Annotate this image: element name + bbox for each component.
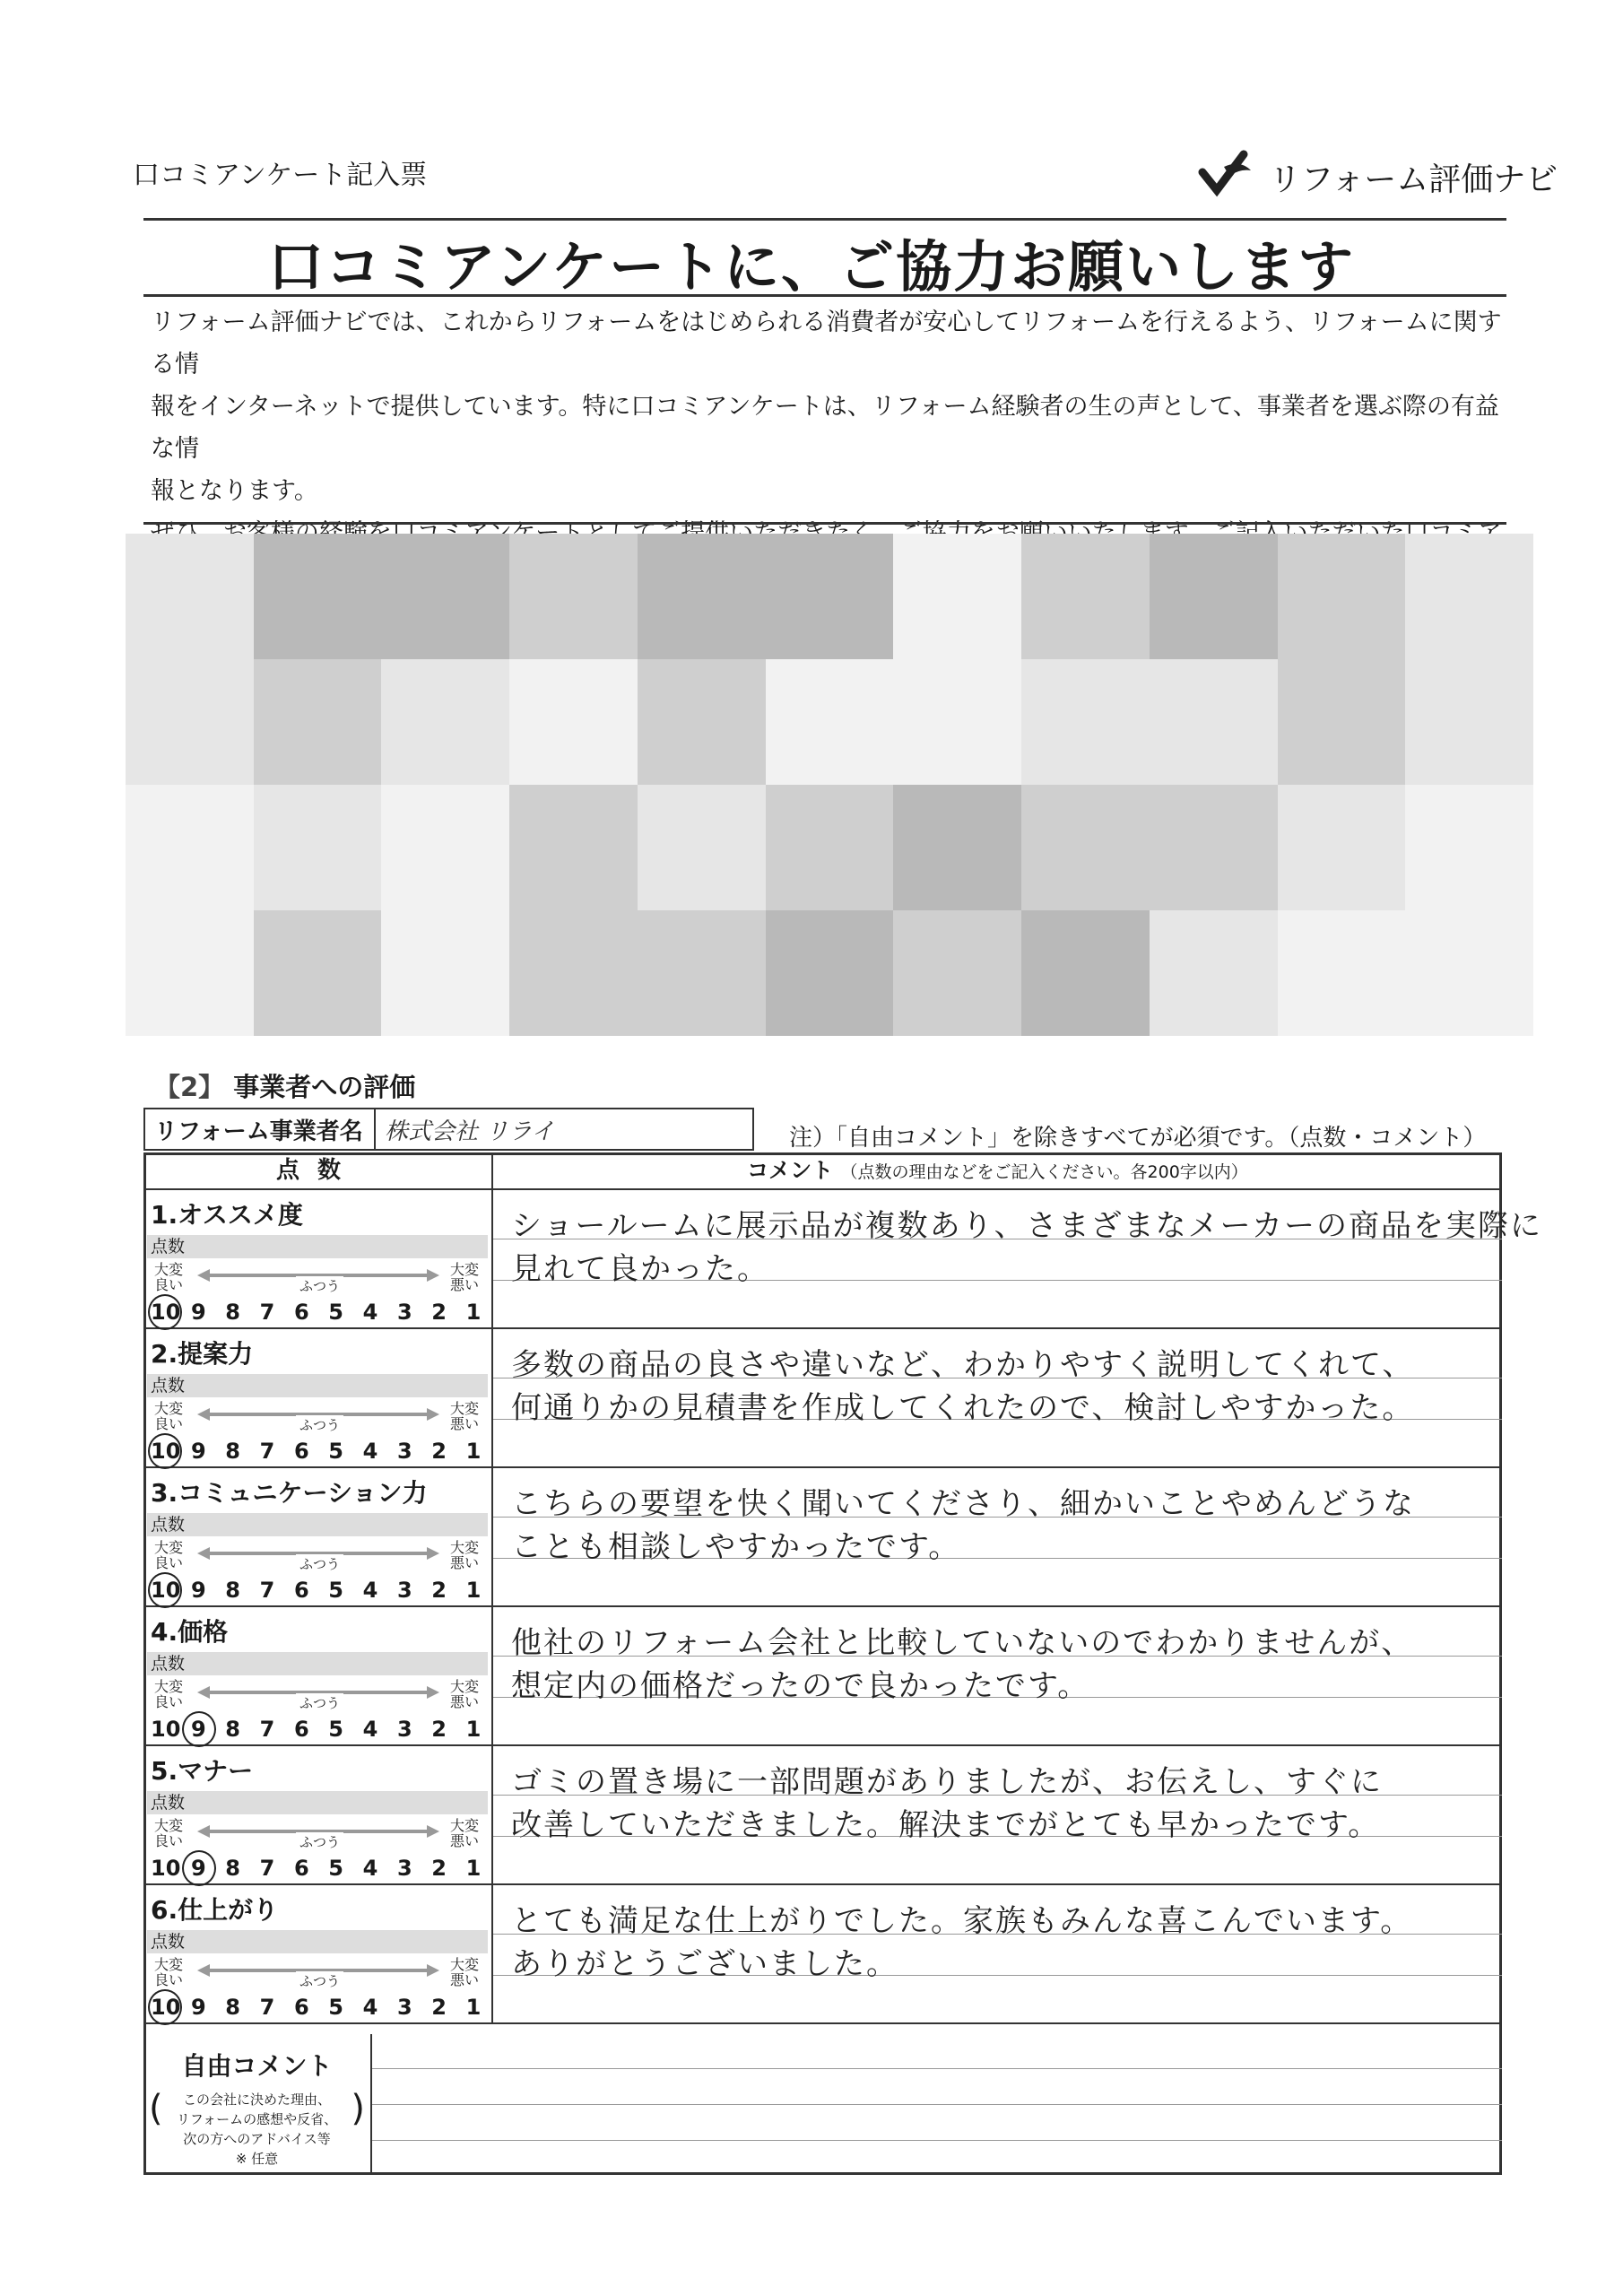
- rating-score-cell: [143, 1746, 493, 1883]
- good-label-line: 良い: [154, 1832, 184, 1849]
- score-scale: [151, 1995, 487, 2020]
- redaction-tile: [1278, 910, 1406, 1036]
- good-label: [154, 1540, 183, 1570]
- score-scale: [151, 1439, 487, 1464]
- bad-label-line: 大変: [450, 1400, 480, 1417]
- score-option[interactable]: 5: [328, 1717, 343, 1742]
- redaction-tile: [381, 659, 509, 785]
- redaction-tile: [766, 534, 894, 659]
- score-option[interactable]: 1: [465, 1717, 482, 1742]
- redaction-tile: [1405, 785, 1533, 910]
- score-option[interactable]: 9: [190, 1439, 206, 1464]
- redaction-tile: [638, 534, 766, 659]
- score-option[interactable]: 6: [293, 1300, 309, 1325]
- redaction-tile: [638, 910, 766, 1036]
- redaction-tile: [254, 534, 382, 659]
- redaction-tile: [1021, 785, 1150, 910]
- score-label: 点数: [147, 1791, 488, 1814]
- bad-label-line: 悪い: [450, 1832, 480, 1849]
- score-option[interactable]: 10: [151, 1995, 181, 2020]
- comment-text: ショールームに展示品が複数あり、さまざまなメーカーの商品を実際に: [511, 1208, 1542, 1244]
- score-option[interactable]: 4: [362, 1995, 378, 2020]
- redaction-tile: [126, 785, 254, 910]
- bad-label: [450, 1957, 479, 1987]
- good-label-line: 良い: [154, 1693, 184, 1710]
- redaction-tile: [1150, 910, 1278, 1036]
- rating-comment-cell[interactable]: [493, 1607, 1502, 1744]
- comment-text: こちらの要望を快く聞いてくださり、細かいことやめんどうな: [511, 1486, 1415, 1522]
- score-option[interactable]: 2: [431, 1578, 447, 1603]
- bad-label: [450, 1679, 479, 1709]
- title-top-rule: [143, 218, 1506, 221]
- score-label: 点数: [147, 1374, 488, 1397]
- good-label-line: 大変: [154, 1678, 184, 1695]
- rating-row: [143, 1190, 1542, 1329]
- good-label: [154, 1818, 183, 1848]
- bad-label-line: 悪い: [450, 1693, 480, 1710]
- bad-label-line: 悪い: [450, 1276, 480, 1293]
- score-option[interactable]: 7: [259, 1856, 275, 1881]
- redaction-tile: [1150, 534, 1278, 659]
- redaction-tile: [381, 534, 509, 659]
- bad-label-line: 悪い: [450, 1971, 480, 1988]
- bad-label-line: 大変: [450, 1261, 480, 1278]
- rating-score-cell: [143, 1885, 493, 2022]
- bad-label-line: 大変: [450, 1678, 480, 1695]
- score-option[interactable]: 5: [328, 1995, 343, 2020]
- right-paren: ): [351, 2088, 365, 2129]
- score-option[interactable]: 1: [465, 1578, 482, 1603]
- score-option[interactable]: 8: [225, 1995, 240, 2020]
- redaction-tile: [1405, 659, 1533, 785]
- score-option[interactable]: 4: [362, 1717, 378, 1742]
- free-comment-line[interactable]: [372, 2140, 1502, 2141]
- good-label-line: 大変: [154, 1539, 184, 1556]
- free-comment-line[interactable]: [372, 2104, 1502, 2105]
- redaction-tile: [1278, 534, 1406, 659]
- score-option[interactable]: 3: [396, 1439, 412, 1464]
- free-comment-optional: ※ 任意: [235, 2151, 279, 2167]
- score-option[interactable]: 7: [259, 1578, 275, 1603]
- column-header: [143, 1152, 1502, 1190]
- intro-line: リフォーム評価ナビでは、これからリフォームをはじめられる消費者が安心してリフォームを行えるよう、リフォームに関する情: [151, 309, 1502, 378]
- bad-label: [450, 1401, 479, 1431]
- score-option[interactable]: 3: [396, 1578, 412, 1603]
- rating-row: [143, 1885, 1502, 2024]
- score-option[interactable]: 2: [431, 1300, 447, 1325]
- good-label-line: 大変: [154, 1956, 184, 1973]
- col-comment-title: コメント: [747, 1158, 834, 1183]
- good-label-line: 良い: [154, 1276, 184, 1293]
- score-option[interactable]: 5: [328, 1856, 343, 1881]
- form-label: 口コミアンケート記入票: [133, 160, 428, 191]
- logo-mark-icon: [1197, 144, 1260, 206]
- left-paren: (: [149, 2088, 163, 2129]
- bad-label: [450, 1818, 479, 1848]
- score-label: 点数: [147, 1930, 488, 1953]
- score-option[interactable]: 10: [151, 1439, 181, 1464]
- comment-text: 何通りかの見積書を作成してくれたので、検討しやすかった。: [511, 1390, 1415, 1426]
- comment-text: 他社のリフォーム会社と比較していないのでわかりませんが、: [511, 1625, 1414, 1661]
- redaction-tile: [254, 785, 382, 910]
- score-option[interactable]: 7: [259, 1717, 275, 1742]
- redaction-tile: [1150, 659, 1278, 785]
- redaction-tile: [509, 534, 638, 659]
- business-name-table: [143, 1108, 754, 1151]
- good-label-line: 大変: [154, 1400, 184, 1417]
- required-note: 注）「自由コメント」を除きすべてが必須です。（点数・コメント）: [789, 1125, 1487, 1152]
- score-option[interactable]: 10: [151, 1578, 181, 1603]
- score-option[interactable]: 1: [465, 1439, 482, 1464]
- good-label-line: 良い: [154, 1554, 184, 1571]
- intro-line: 報をインターネットで提供しています。特に口コミアンケートは、リフォーム経験者の生の声として、事業者を選ぶ際の有益な情: [151, 393, 1499, 463]
- redaction-tile: [1278, 785, 1406, 910]
- score-option[interactable]: 8: [225, 1856, 240, 1881]
- section-title: 事業者への評価: [233, 1072, 416, 1102]
- score-scale: [151, 1856, 487, 1881]
- rating-comment-cell[interactable]: [493, 1885, 1502, 2022]
- redaction-tile: [893, 659, 1021, 785]
- rating-score-cell: [143, 1468, 493, 1605]
- rating-category: 4.価格: [151, 1617, 229, 1647]
- redaction-tile: [1021, 910, 1150, 1036]
- score-option[interactable]: 9: [190, 1578, 206, 1603]
- score-option[interactable]: 10: [151, 1300, 181, 1325]
- col-comment-header: [493, 1152, 1502, 1190]
- score-scale: [151, 1717, 487, 1742]
- col-comment-hint: （点数の理由などをご記入ください。各200字以内）: [840, 1162, 1248, 1182]
- score-option[interactable]: 7: [259, 1300, 275, 1325]
- free-comment-line[interactable]: [372, 2068, 1502, 2069]
- score-option[interactable]: 2: [431, 1717, 447, 1742]
- score-option[interactable]: 3: [396, 1717, 412, 1742]
- rating-comment-cell[interactable]: [493, 1190, 1542, 1327]
- score-option[interactable]: 3: [396, 1856, 412, 1881]
- rating-score-cell: [143, 1607, 493, 1744]
- redaction-tile: [766, 659, 894, 785]
- redaction-tile: [381, 785, 509, 910]
- redaction-tile: [509, 910, 638, 1036]
- rating-category: 6.仕上がり: [151, 1895, 279, 1925]
- normal-label: ふつう: [296, 1276, 343, 1295]
- comment-text: 見れて良かった。: [511, 1251, 769, 1287]
- rating-comment-cell[interactable]: [493, 1329, 1502, 1466]
- comment-text: 改善していただきました。解決までがとても早かったです。: [511, 1807, 1381, 1843]
- score-option[interactable]: 8: [225, 1578, 240, 1603]
- score-option[interactable]: 5: [328, 1439, 343, 1464]
- free-comment-hint: [143, 2090, 370, 2169]
- comment-text: ゴミの置き場に一部問題がありましたが、お伝えし、すぐに: [511, 1764, 1383, 1800]
- brand-logo: [1197, 144, 1558, 206]
- good-label: [154, 1401, 183, 1431]
- redaction-tile: [1021, 659, 1150, 785]
- comment-text: とても満足な仕上がりでした。家族もみんな喜こんでいます。: [511, 1903, 1413, 1939]
- score-scale: [151, 1300, 487, 1325]
- score-option[interactable]: 1: [465, 1856, 482, 1881]
- good-label-line: 良い: [154, 1971, 184, 1988]
- score-option[interactable]: 8: [225, 1300, 240, 1325]
- score-option[interactable]: 7: [259, 1439, 275, 1464]
- col-score-header: 点数: [143, 1152, 493, 1188]
- score-option[interactable]: 1: [465, 1995, 482, 2020]
- bad-label-line: 大変: [450, 1956, 480, 1973]
- rating-score-cell: [143, 1190, 493, 1327]
- rating-row: [143, 1746, 1502, 1885]
- bad-label-line: 大変: [450, 1817, 480, 1834]
- business-name-label: リフォーム事業者名: [144, 1109, 375, 1150]
- score-option[interactable]: 6: [293, 1717, 309, 1742]
- score-option[interactable]: 8: [225, 1439, 240, 1464]
- score-option[interactable]: 1: [465, 1300, 482, 1325]
- bad-label-line: 悪い: [450, 1415, 480, 1432]
- score-option[interactable]: 9: [190, 1300, 206, 1325]
- score-option[interactable]: 2: [431, 1856, 447, 1881]
- good-label: [154, 1679, 183, 1709]
- redaction-tile: [638, 785, 766, 910]
- score-option[interactable]: 4: [362, 1578, 378, 1603]
- bad-label-line: 大変: [450, 1539, 480, 1556]
- free-comment-hint-line: 次の方へのアドバイス等: [183, 2131, 331, 2147]
- redaction-tile: [254, 659, 382, 785]
- redaction-tile: [638, 659, 766, 785]
- section-heading: [154, 1067, 415, 1104]
- redaction-tile: [1150, 785, 1278, 910]
- good-label: [154, 1262, 183, 1292]
- comment-text: ことも相談しやすかったです。: [511, 1529, 961, 1565]
- rating-comment-cell[interactable]: [493, 1468, 1502, 1605]
- redaction-tile: [1278, 659, 1406, 785]
- normal-label: ふつう: [296, 1415, 343, 1434]
- rating-comment-cell[interactable]: [493, 1746, 1502, 1883]
- page-title: 口コミアンケートに、ご協力お願いします: [267, 234, 1356, 300]
- rating-category: 1.オススメ度: [151, 1200, 303, 1230]
- comment-text: ありがとうございました。: [511, 1946, 898, 1982]
- score-option[interactable]: 5: [328, 1300, 343, 1325]
- redaction-tile: [893, 910, 1021, 1036]
- normal-label: ふつう: [296, 1832, 343, 1851]
- redaction-tile: [893, 785, 1021, 910]
- score-option[interactable]: 5: [328, 1578, 343, 1603]
- rating-row: [143, 1468, 1502, 1607]
- title-bottom-rule: [143, 294, 1506, 297]
- score-option[interactable]: 2: [431, 1439, 447, 1464]
- score-option[interactable]: 6: [293, 1578, 309, 1603]
- score-option[interactable]: 7: [259, 1995, 275, 2020]
- redaction-tile: [1405, 910, 1533, 1036]
- rating-row: [143, 1329, 1502, 1468]
- redaction-tile: [1405, 534, 1533, 659]
- free-comment-section: [143, 2034, 1502, 2175]
- free-comment-hint-line: この会社に決めた理由、: [182, 2092, 331, 2108]
- redaction-tile: [893, 534, 1021, 659]
- redaction-tile: [126, 534, 254, 659]
- normal-label: ふつう: [296, 1554, 343, 1573]
- redaction-tile: [1021, 534, 1150, 659]
- redaction-tile: [766, 910, 894, 1036]
- rating-row: [143, 1607, 1502, 1746]
- score-option[interactable]: 10: [151, 1717, 181, 1742]
- comment-text: 想定内の価格だったので良かったです。: [511, 1668, 1090, 1704]
- rating-category: 3.コミュニケーション力: [151, 1478, 428, 1508]
- score-option[interactable]: 9: [185, 1717, 212, 1742]
- comment-text: 多数の商品の良さや違いなど、わかりやすく説明してくれて、: [511, 1347, 1415, 1383]
- bad-label-line: 悪い: [450, 1554, 480, 1571]
- good-label-line: 大変: [154, 1261, 184, 1278]
- redaction-tile: [254, 910, 382, 1036]
- intro-bottom-rule: [143, 522, 1506, 525]
- section-number: 【2】: [154, 1072, 225, 1102]
- logo-text: リフォーム評価ナビ: [1269, 161, 1558, 198]
- rating-score-cell: [143, 1329, 493, 1466]
- score-option[interactable]: 8: [225, 1717, 240, 1742]
- score-option[interactable]: 4: [362, 1439, 378, 1464]
- redaction-tile: [766, 785, 894, 910]
- free-comment-label: 自由コメント: [181, 2051, 333, 2081]
- score-option[interactable]: 4: [362, 1856, 378, 1881]
- score-option[interactable]: 2: [431, 1995, 447, 2020]
- score-option[interactable]: 6: [293, 1439, 309, 1464]
- redaction-tile: [509, 785, 638, 910]
- bad-label: [450, 1262, 479, 1292]
- redaction-tile: [126, 659, 254, 785]
- free-comment-hint-line: リフォームの感想や反省、: [176, 2111, 338, 2127]
- good-label: [154, 1957, 183, 1987]
- score-label: 点数: [147, 1652, 488, 1675]
- score-option[interactable]: 9: [185, 1856, 212, 1881]
- score-option[interactable]: 4: [362, 1300, 378, 1325]
- good-label-line: 大変: [154, 1817, 184, 1834]
- redaction-tile: [509, 659, 638, 785]
- normal-label: ふつう: [296, 1971, 343, 1990]
- good-label-line: 良い: [154, 1415, 184, 1432]
- score-option[interactable]: 3: [396, 1995, 412, 2020]
- score-option[interactable]: 6: [293, 1995, 309, 2020]
- score-option[interactable]: 3: [396, 1300, 412, 1325]
- redacted-region: [126, 534, 1533, 1036]
- score-option[interactable]: 10: [151, 1856, 181, 1881]
- redaction-tile: [126, 910, 254, 1036]
- rating-category: 5.マナー: [151, 1756, 254, 1786]
- normal-label: ふつう: [296, 1693, 343, 1712]
- intro-line: 報となります。: [151, 477, 318, 505]
- free-comment-label-cell: [143, 2034, 372, 2175]
- score-label: 点数: [147, 1513, 488, 1536]
- score-option[interactable]: 6: [293, 1856, 309, 1881]
- score-option[interactable]: 9: [190, 1995, 206, 2020]
- redaction-tile: [381, 910, 509, 1036]
- score-scale: [151, 1578, 487, 1603]
- rating-category: 2.提案力: [151, 1339, 254, 1369]
- score-label: 点数: [147, 1235, 488, 1258]
- business-name-field[interactable]: 株式会社 リライ: [375, 1109, 753, 1150]
- bad-label: [450, 1540, 479, 1570]
